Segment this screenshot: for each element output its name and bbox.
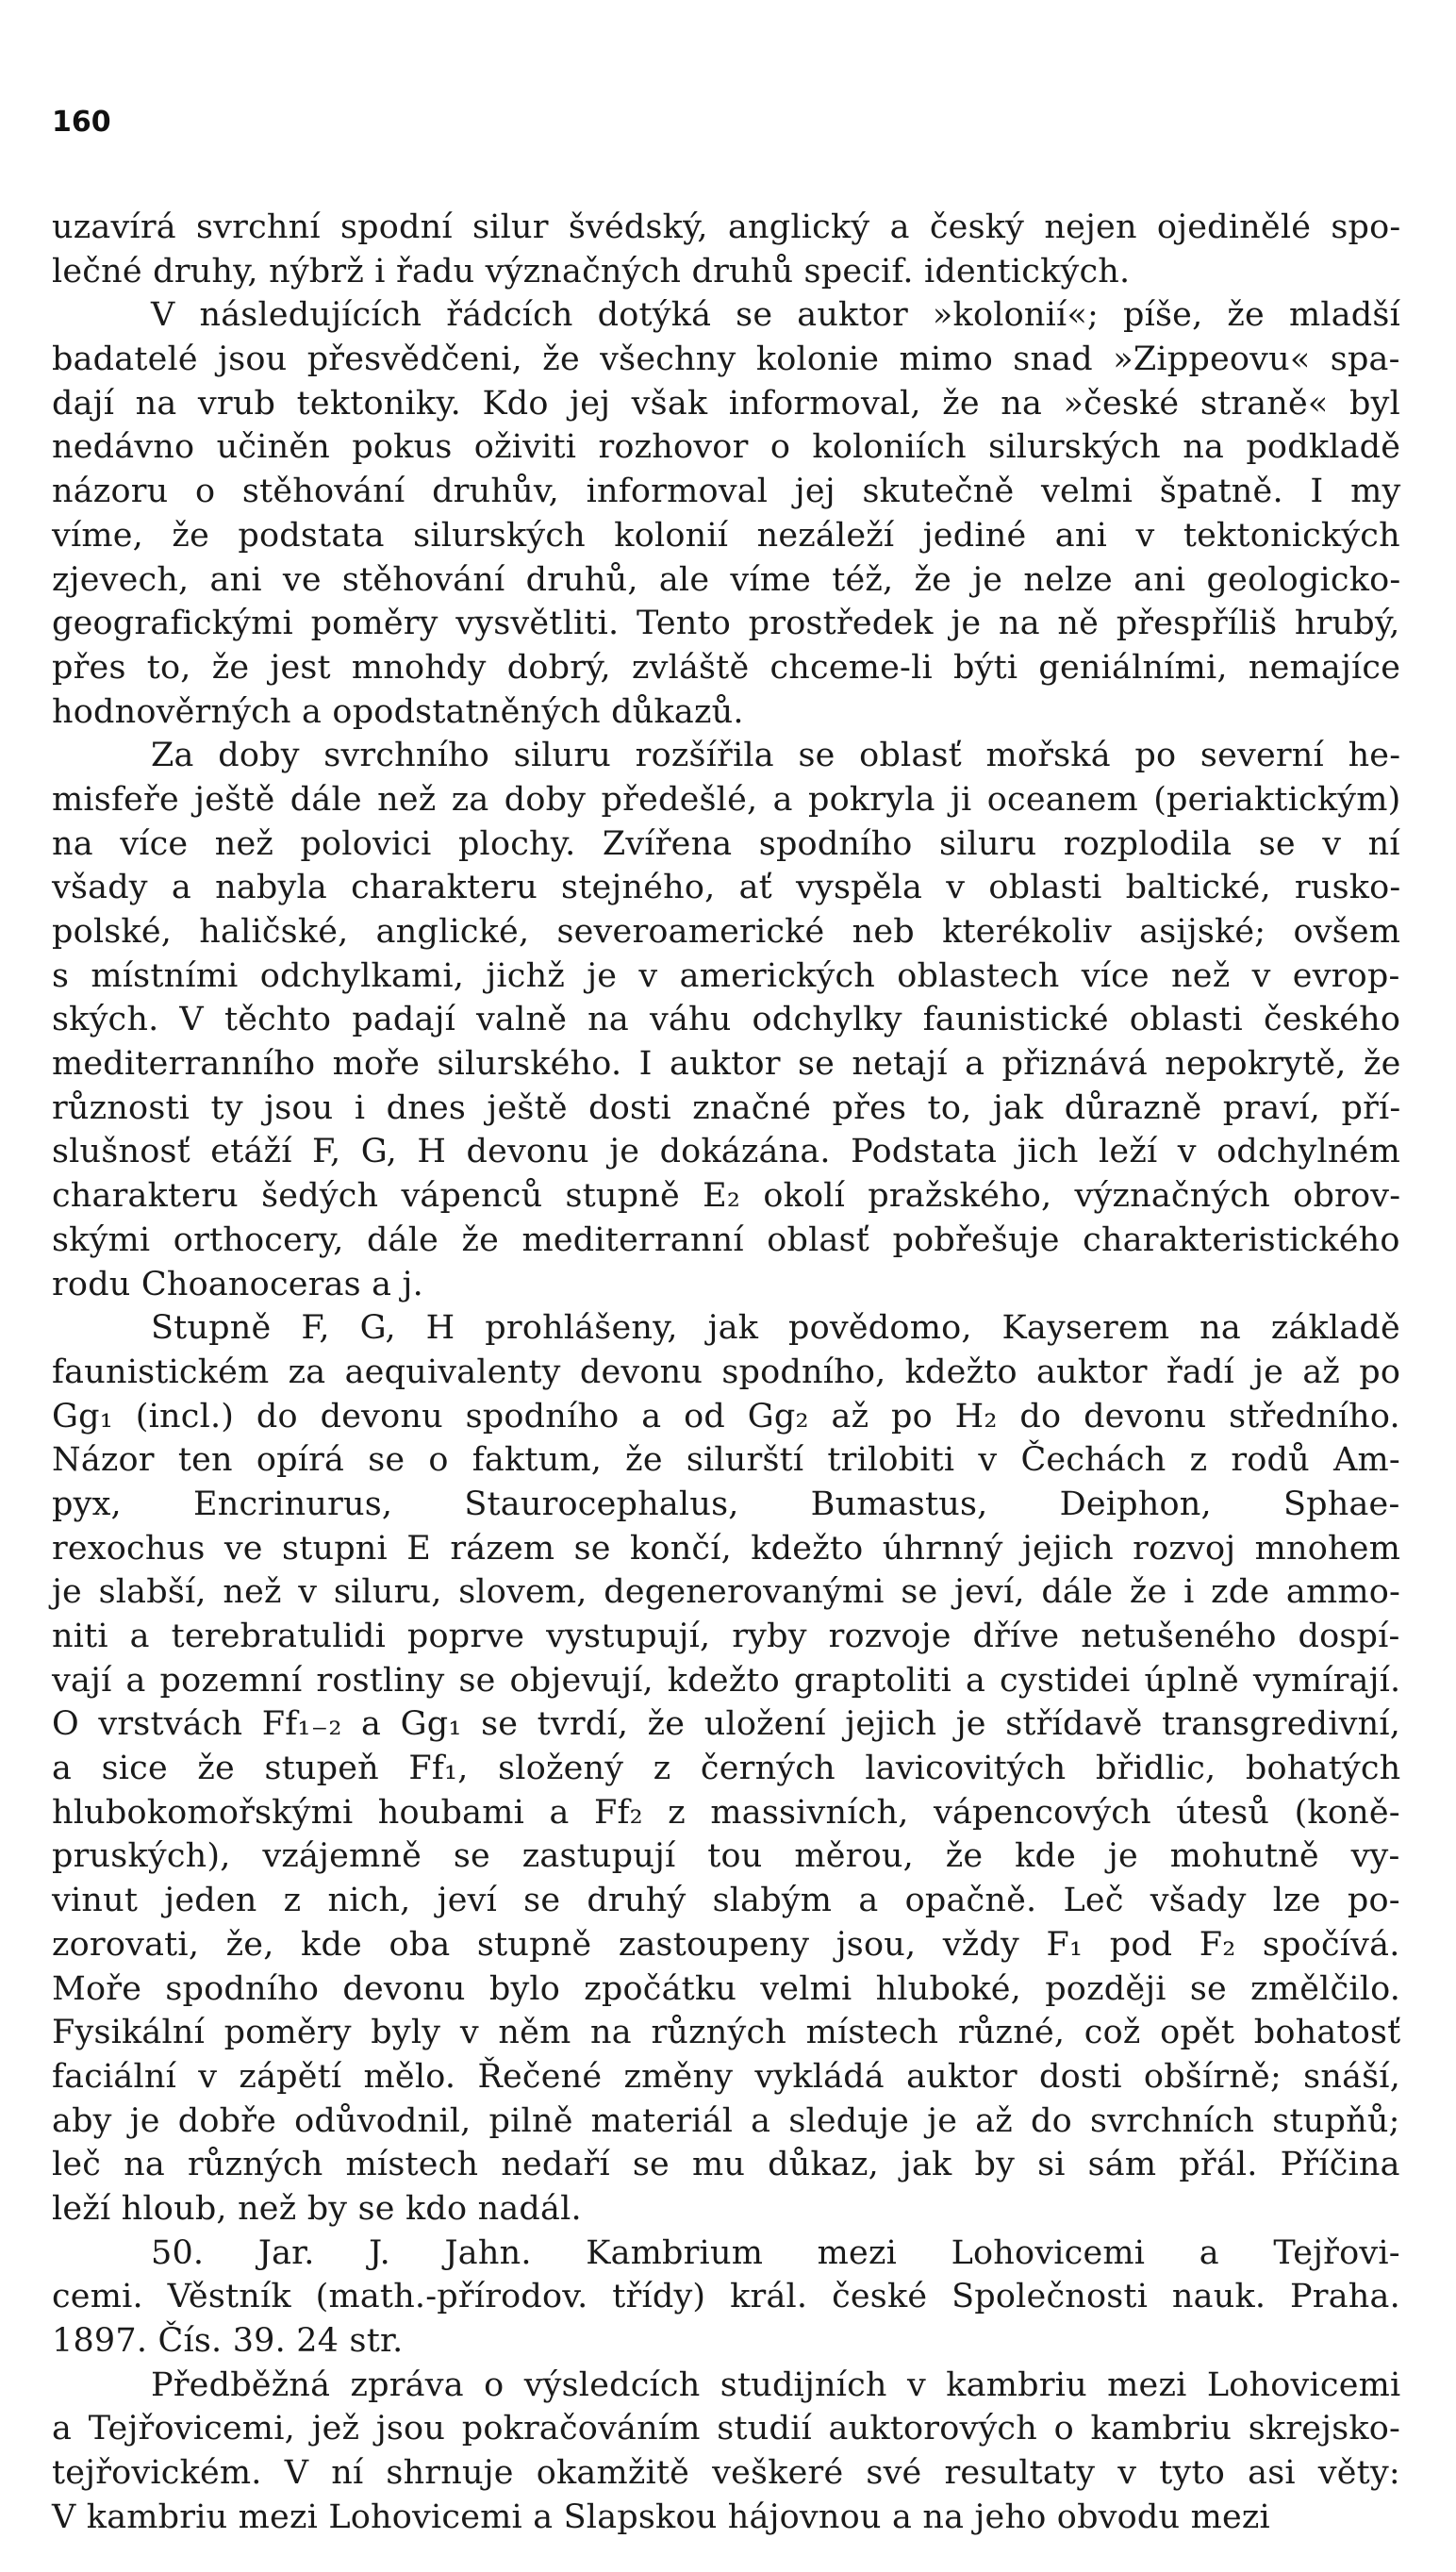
text-line: faciální v zápětí mělo. Řečené změny vykládá auktor dosti obšírně; snáší, xyxy=(52,2057,1401,2096)
text-line: rodu Choanoceras a j. xyxy=(52,1265,423,1303)
text-line: a Tejřovicemi, jež jsou pokračováním studií auktorových o kambriu skrejsko- xyxy=(52,2410,1401,2448)
text-line: polské, haličské, anglické, severoamerické neb kterékoliv asijské; ovšem xyxy=(52,913,1401,951)
text-line: hlubokomořskými houbami a Ff₂ z massivních, vápencových útesů (koně- xyxy=(52,1793,1400,1832)
text-line: pruských), vzájemně se zastupují tou měrou, že kde je mohutně vy- xyxy=(52,1837,1400,1876)
text-line: 50. Jar. J. Jahn. Kambrium mezi Lohovicemi a Tejřovi- xyxy=(151,2233,1400,2272)
text-line: Stupně F, G, H prohlášeny, jak povědomo, Kayserem na základě xyxy=(151,1309,1400,1348)
text-line: leží hloub, než by se kdo nadál. xyxy=(52,2189,582,2228)
text-line: uzavírá svrchní spodní silur švédský, anglický a český nejen ojedinělé spo- xyxy=(52,208,1401,246)
text-line: zjevech, ani ve stěhování druhů, ale víme též, že je nelze ani geologicko- xyxy=(52,560,1401,599)
text-line: vinut jeden z nich, jeví se druhý slabým a opačně. Leč všady lze po- xyxy=(52,1882,1400,1920)
text-line: mediterranního moře silurského. I auktor se netají a přiznává nepokrytě, že xyxy=(52,1045,1401,1084)
text-line: V následujících řádcích dotýká se auktor »kolonií«; píše, že mladší xyxy=(151,296,1400,335)
text-line: nedávno učiněn pokus oživiti rozhovor o koloniích silurských na podkladě xyxy=(52,428,1401,467)
text-line: Za doby svrchního siluru rozšířila se oblasť mořská po severní he- xyxy=(151,737,1401,775)
text-line: lečné druhy, nýbrž i řadu význačných druhů specif. identických. xyxy=(52,252,1131,290)
text-line: O vrstvách Ff₁₋₂ a Gg₁ se tvrdí, že uložení jejich je střídavě transgredivní, xyxy=(52,1705,1401,1744)
text-line: Gg₁ (incl.) do devonu spodního a od Gg₂ až po H₂ do devonu středního. xyxy=(52,1397,1400,1435)
text-line: leč na různých místech nedaří se mu důkaz, jak by si sám přál. Příčina xyxy=(52,2146,1400,2184)
text-line: a sice že stupeň Ff₁, složený z černých lavicovitých břidlic, bohatých xyxy=(52,1750,1401,1788)
text-line: Předběžná zpráva o výsledcích studijních v kambriu mezi Lohovicemi xyxy=(151,2365,1401,2404)
text-line: cemi. Věstník (math.-přírodov. třídy) král. české Společnosti nauk. Praha. xyxy=(52,2278,1400,2316)
text-line: V kambriu mezi Lohovicemi a Slapskou hájovnou a na jeho obvodu mezi xyxy=(52,2497,1270,2536)
text-line: Fysikální poměry byly v něm na různých místech různé, což opět bohatosť xyxy=(52,2014,1401,2052)
text-line: na více než polovici plochy. Zvířena spodního siluru rozplodila se v ní xyxy=(52,824,1400,863)
text-line: skými orthocery, dále že mediterranní oblasť pobřešuje charakteristického xyxy=(52,1220,1400,1259)
text-line: slušnosť etáží F, G, H devonu je dokázána. Podstata jich leží v odchylném xyxy=(52,1133,1400,1171)
text-line: charakteru šedých vápenců stupně E₂ okolí pražského, význačných obrov- xyxy=(52,1177,1401,1216)
text-line: rexochus ve stupni E rázem se končí, kdežto úhrnný jejich rozvoj mnohem xyxy=(52,1529,1401,1568)
text-line: misfeře ještě dále než za doby předešlé, a pokryla ji oceanem (periaktickým) xyxy=(52,780,1401,819)
page-number: 160 xyxy=(52,106,111,139)
text-line: niti a terebratulidi poprve vystupují, ryby rozvoje dříve netušeného dospí- xyxy=(52,1618,1400,1655)
text-line: zorovati, že, kde oba stupně zastoupeny jsou, vždy F₁ pod F₂ spočívá. xyxy=(52,1925,1400,1964)
text-line: přes to, že jest mnohdy dobrý, zvláště chceme-li býti geniálními, nemajíce xyxy=(52,648,1401,687)
text-line: tejřovickém. V ní shrnuje okamžitě veškeré své resultaty v tyto asi věty: xyxy=(52,2454,1400,2493)
text-line: je slabší, než v siluru, slovem, degenerovanými se jeví, dále že i zde ammo- xyxy=(52,1573,1401,1612)
text-line: s místními odchylkami, jichž je v amerických oblastech více než v evrop- xyxy=(52,956,1400,995)
text-line: názoru o stěhování druhův, informoval jej skutečně velmi špatně. I my xyxy=(52,473,1401,511)
body-text xyxy=(52,206,1400,2539)
text-line: všady a nabyla charakteru stejného, ať vyspěla v oblasti baltické, rusko- xyxy=(52,869,1401,907)
text-line: víme, že podstata silurských kolonií nezáleží jediné ani v tektonických xyxy=(52,516,1400,555)
text-line: Moře spodního devonu bylo zpočátku velmi hluboké, později se změlčilo. xyxy=(52,1969,1401,2008)
text-line: pyx, Encrinurus, Staurocephalus, Bumastus, Deiphon, Sphae- xyxy=(52,1485,1400,1523)
text-line: hodnověrných a opodstatněných důkazů. xyxy=(52,692,744,731)
text-line: Názor ten opírá se o faktum, že silurští trilobiti v Čechách z rodů Am- xyxy=(52,1441,1400,1480)
text-line: aby je dobře odůvodnil, pilně materiál a sleduje je až do svrchních stupňů; xyxy=(52,2101,1400,2140)
text-line: faunistickém za aequivalenty devonu spodního, kdežto auktor řadí je až po xyxy=(52,1352,1401,1391)
text-line: různosti ty jsou i dnes ještě dosti značné přes to, jak důrazně praví, pří- xyxy=(52,1088,1401,1127)
text-line: ských. V těchto padají valně na váhu odchylky faunistické oblasti českého xyxy=(52,1001,1401,1039)
text-line: badatelé jsou přesvědčeni, že všechny kolonie mimo snad »Zippeovu« spa- xyxy=(52,340,1400,379)
text-line: dají na vrub tektoniky. Kdo jej však informoval, že na »české straně« byl xyxy=(52,384,1400,423)
text-line: 1897. Čís. 39. 24 str. xyxy=(52,2322,404,2360)
text-line: geografickými poměry vysvětliti. Tento prostředek je na ně přespříliš hrubý, xyxy=(52,605,1400,643)
text-line: vají a pozemní rostliny se objevují, kdežto graptoliti a cystidei úplně vymírají. xyxy=(52,1661,1401,1700)
